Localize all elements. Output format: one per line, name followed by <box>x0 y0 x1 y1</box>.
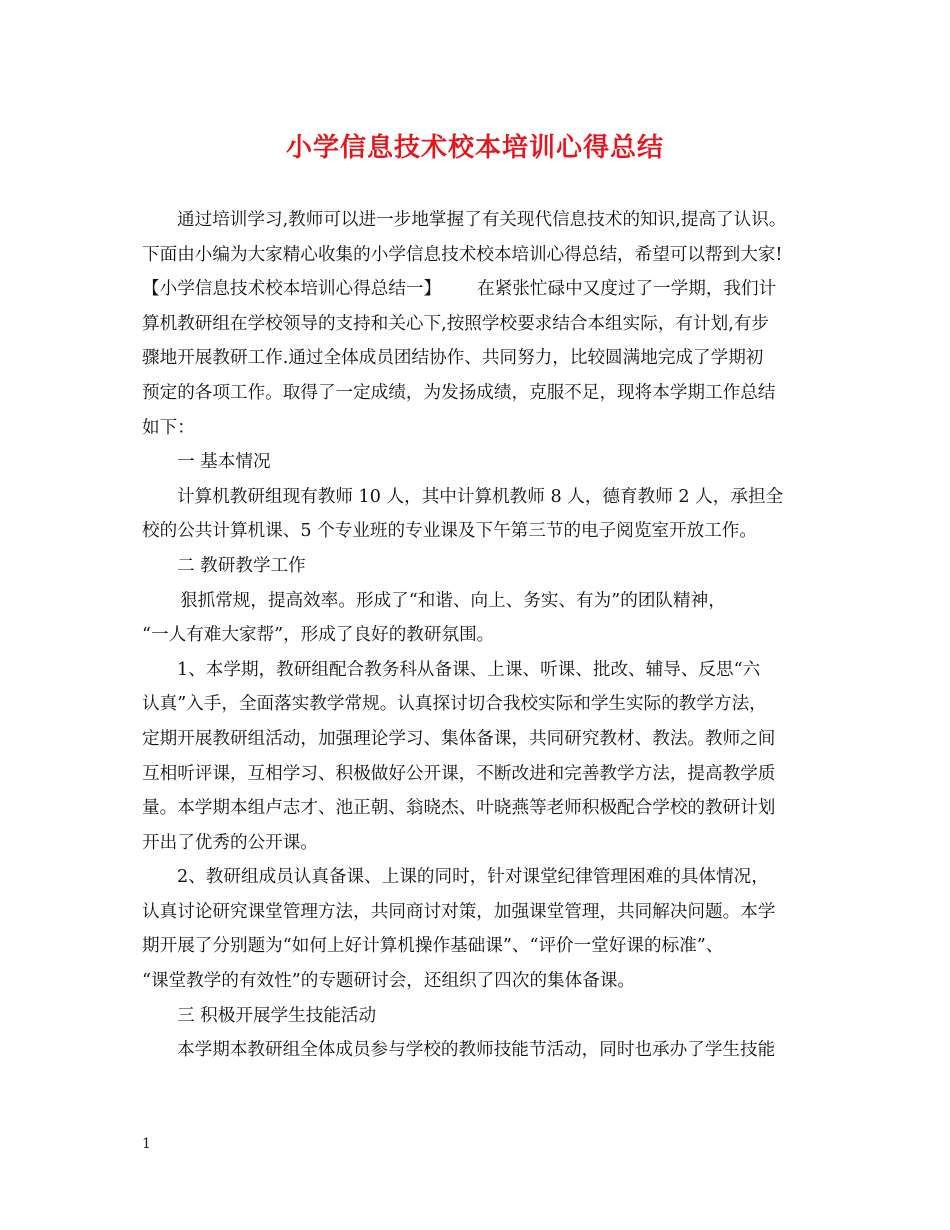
text-line: 骤地开展教研工作.通过全体成员团结协作、共同努力，比较圆满地完成了学期初 <box>142 348 764 369</box>
text-line: 下面由小编为大家精心收集的小学信息技术校本培训心得总结，希望可以帮到大家! <box>142 244 783 265</box>
text-line: 量。本学期本组卢志才、池正朝、翁晓杰、叶晓燕等老师积极配合学校的教研计划 <box>142 798 776 819</box>
section-heading: 一 基本情况 <box>177 452 271 473</box>
text-line: 互相听评课，互相学习、积极做好公开课，不断改进和完善教学方法，提高教学质 <box>142 763 776 784</box>
text-line: 计算机教研组现有教师 10 人，其中计算机教师 8 人，德育教师 2 人，承担全 <box>177 486 784 507</box>
section-heading-inline: 【小学信息技术校本培训心得总结一】 <box>142 279 442 300</box>
page-number: 1 <box>142 1136 151 1152</box>
text-line: 定期开展教研组活动，加强理论学习、集体备课，共同研究教材、教法。教师之间 <box>142 728 776 749</box>
text-line: 通过培训学习,教师可以进一步地掌握了有关现代信息技术的知识,提高了认识。 <box>177 210 787 230</box>
section-heading: 二 教研教学工作 <box>177 555 306 576</box>
text-line: 本学期本教研组全体成员参与学校的教师技能节活动，同时也承办了学生技能 <box>177 1040 776 1061</box>
text-line: 狠抓常规，提高效率。形成了“和谐、向上、务实、有为”的团队精神， <box>180 590 726 611</box>
text-line: 期开展了分别题为“如何上好计算机操作基础课”、“评价一堂好课的标准”、 <box>142 936 724 957</box>
text-line: “课堂教学的有效性”的专题研讨会，还组织了四次的集体备课。 <box>142 971 636 992</box>
text-line: “一人有难大家帮”，形成了良好的教研氛围。 <box>142 625 495 646</box>
text-line: 认真讨论研究课堂管理方法，共同商讨对策，加强课堂管理，共同解决问题。本学 <box>142 901 776 922</box>
text-line: 算机教研组在学校领导的支持和关心下,按照学校要求结合本组实际，有计划,有步 <box>142 313 769 334</box>
text-line: 1、本学期，教研组配合教务科从备课、上课、听课、批改、辅导、反思“六 <box>177 659 761 680</box>
document-title: 小学信息技术校本培训心得总结 <box>285 133 664 163</box>
text-line: 开出了优秀的公开课。 <box>142 832 318 853</box>
text-line: 认真”入手，全面落实教学常规。认真探讨切合我校实际和学生实际的教学方法， <box>142 694 767 715</box>
document-body <box>142 203 822 1068</box>
text-line: 2、教研组成员认真备课、上课的同时，针对课堂纪律管理困难的具体情况， <box>177 867 769 888</box>
text-line: 校的公共计算机课、5 个专业班的专业课及下午第三节的电子阅览室开放工作。 <box>142 521 757 542</box>
text-line: 如下： <box>142 417 195 438</box>
text-line: 预定的各项工作。取得了一定成绩，为发扬成绩，克服不足，现将本学期工作总结 <box>142 382 776 403</box>
text-line <box>142 272 822 307</box>
text-segment: 在紧张忙碌中又度过了一学期，我们计 <box>477 279 777 300</box>
section-heading: 三 积极开展学生技能活动 <box>177 1005 377 1026</box>
